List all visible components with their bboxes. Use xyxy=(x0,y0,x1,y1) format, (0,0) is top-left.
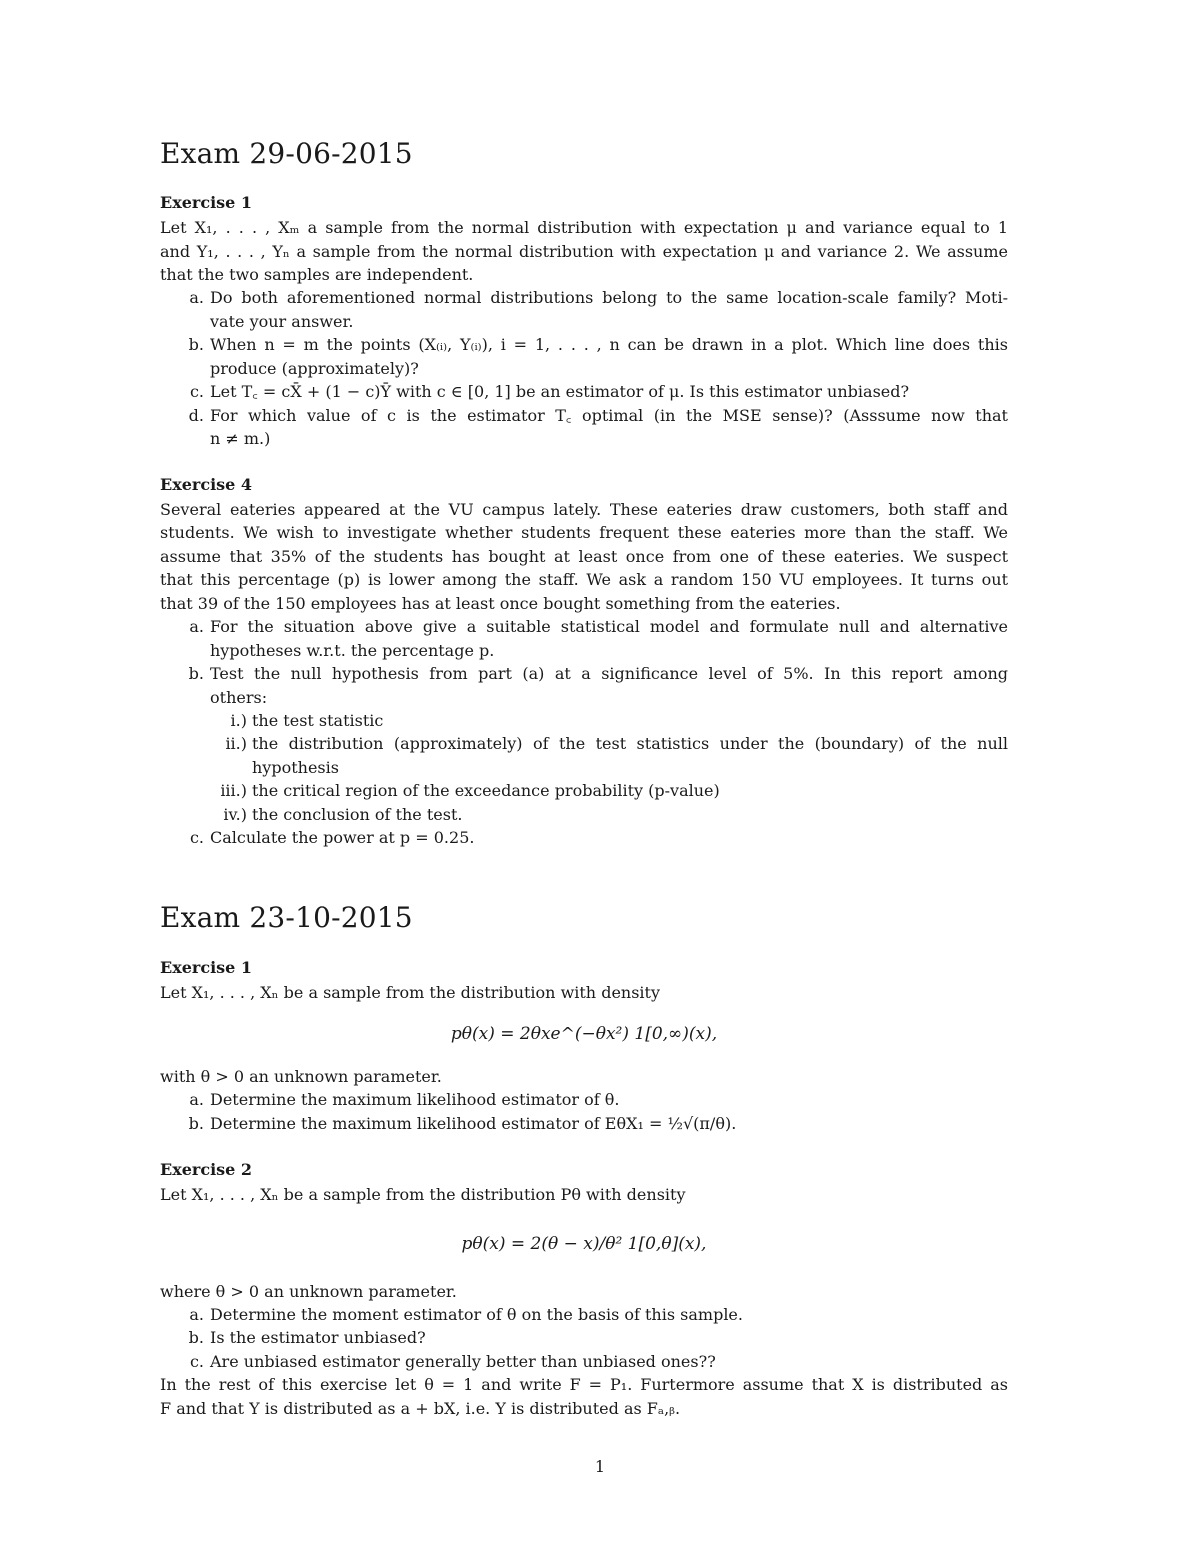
item-text: n ≠ m.) xyxy=(210,429,271,448)
item-label: a. xyxy=(189,288,204,307)
paragraph-line: Let X₁, . . . , Xₙ be a sample from the distribution Pθ with density xyxy=(160,1185,686,1204)
item-text: produce (approximately)? xyxy=(210,359,419,378)
sub-item-label: i.) xyxy=(230,711,247,730)
paragraph-line: with θ > 0 an unknown parameter. xyxy=(160,1067,442,1086)
paragraph-line: students. We wish to investigate whether students frequent these eateries more than the staff. We xyxy=(160,523,1008,542)
item-text: others: xyxy=(210,688,268,707)
page-number: 1 xyxy=(594,1457,606,1476)
item-label: b. xyxy=(188,1114,204,1133)
item-label: d. xyxy=(188,406,204,425)
item-label: b. xyxy=(188,1328,204,1347)
item-label: b. xyxy=(188,664,204,683)
item-text: Are unbiased estimator generally better than unbiased ones?? xyxy=(210,1352,716,1371)
exercise-heading: Exercise 1 xyxy=(160,193,253,212)
item-text: Do both aforementioned normal distributions belong to the same location-scale family? Moti- xyxy=(210,288,1008,307)
density-equation: pθ(x) = 2θxe^(−θx²) 1[0,∞)(x), xyxy=(450,1024,718,1044)
paragraph-line: F and that Y is distributed as a + bX, i.e. Y is distributed as Fₐ,ᵦ. xyxy=(160,1399,681,1418)
paragraph-line: where θ > 0 an unknown parameter. xyxy=(160,1282,457,1301)
paragraph-line: that the two samples are independent. xyxy=(160,265,474,284)
item-label: a. xyxy=(189,617,204,636)
paragraph-line: and Y₁, . . . , Yₙ a sample from the normal distribution with expectation μ and variance 2. We assume xyxy=(160,242,1008,261)
item-text: Is the estimator unbiased? xyxy=(210,1328,426,1347)
exercise-heading: Exercise 4 xyxy=(160,475,253,494)
sub-item-text: the conclusion of the test. xyxy=(252,805,463,824)
paragraph-line: Several eateries appeared at the VU campus lately. These eateries draw customers, both staff and xyxy=(160,500,1008,519)
item-text: Let T꜀ = cX̄ + (1 − c)Ȳ with c ∈ [0, 1] be an estimator of μ. Is this estimator unbiased? xyxy=(210,382,910,401)
item-text: Determine the maximum likelihood estimator of EθX₁ = ½√(π/θ). xyxy=(210,1114,737,1133)
exam-title: Exam 23-10-2015 xyxy=(160,901,413,934)
item-label: a. xyxy=(189,1305,204,1324)
paragraph-line: Let X₁, . . . , Xₘ a sample from the normal distribution with expectation μ and variance equal to 1 xyxy=(160,218,1008,237)
item-label: c. xyxy=(189,828,204,847)
item-label: a. xyxy=(189,1090,204,1109)
sub-item-text: hypothesis xyxy=(252,758,339,777)
item-text: Calculate the power at p = 0.25. xyxy=(210,828,475,847)
item-text: Determine the maximum likelihood estimator of θ. xyxy=(210,1090,620,1109)
sub-item-label: iv.) xyxy=(223,805,247,824)
exercise-heading: Exercise 2 xyxy=(160,1160,253,1179)
item-text: hypotheses w.r.t. the percentage p. xyxy=(210,641,495,660)
item-text: For the situation above give a suitable statistical model and formulate null and alternative xyxy=(210,617,1008,636)
item-text: vate your answer. xyxy=(210,312,354,331)
item-text: Test the null hypothesis from part (a) at a significance level of 5%. In this report among xyxy=(210,664,1008,683)
paragraph-line: that 39 of the 150 employees has at least once bought something from the eateries. xyxy=(160,594,841,613)
paragraph-line: that this percentage (p) is lower among the staff. We ask a random 150 VU employees. It turns out xyxy=(160,570,1008,589)
sub-item-text: the distribution (approximately) of the test statistics under the (boundary) of the null xyxy=(252,734,1008,753)
sub-item-label: iii.) xyxy=(220,781,247,800)
exercise-heading: Exercise 1 xyxy=(160,958,253,977)
paragraph-line: In the rest of this exercise let θ = 1 and write F = P₁. Furtermore assume that X is distributed as xyxy=(160,1375,1008,1394)
sub-item-text: the test statistic xyxy=(252,711,384,730)
exam-title: Exam 29-06-2015 xyxy=(160,137,413,170)
item-label: c. xyxy=(189,1352,204,1371)
paragraph-line: Let X₁, . . . , Xₙ be a sample from the distribution with density xyxy=(160,983,661,1002)
item-text: For which value of c is the estimator T꜀ optimal (in the MSE sense)? (Asssume now that xyxy=(210,406,1008,425)
item-label: c. xyxy=(189,382,204,401)
sub-item-text: the critical region of the exceedance probability (p-value) xyxy=(252,781,720,800)
item-text: When n = m the points (X₍ᵢ₎, Y₍ᵢ₎), i = 1, . . . , n can be drawn in a plot. Which line does this xyxy=(210,335,1008,354)
density-equation: pθ(x) = 2(θ − x)/θ² 1[0,θ](x), xyxy=(461,1234,707,1254)
paragraph-line: assume that 35% of the students has bought at least once from one of these eateries. We suspect xyxy=(160,547,1008,566)
item-text: Determine the moment estimator of θ on the basis of this sample. xyxy=(210,1305,743,1324)
sub-item-label: ii.) xyxy=(225,734,247,753)
item-label: b. xyxy=(188,335,204,354)
